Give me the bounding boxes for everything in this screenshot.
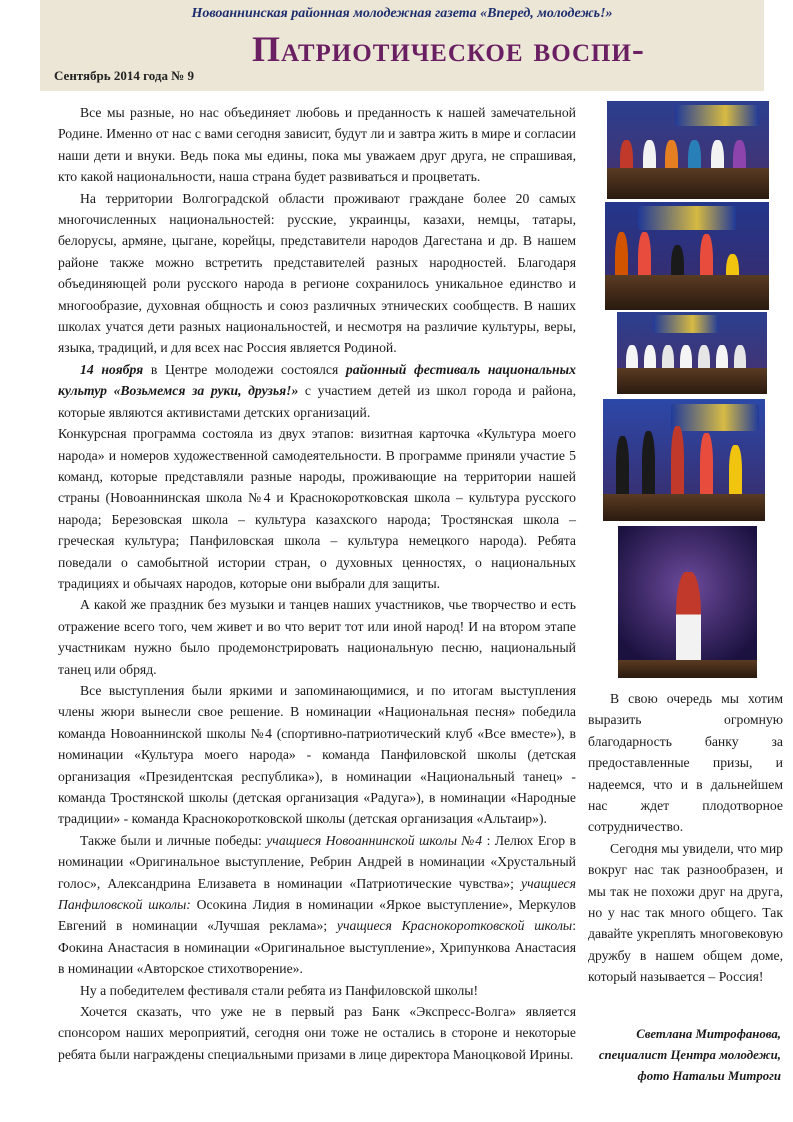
issue-date: Сентябрь 2014 года № 9 [54,68,195,83]
article-paragraph: Все выступления были яркими и запоминающимися, и по итогам выступления члены жюри вынесли свое решение. В номинации «Национальная песня» победила команда Новоаннинской школы №4 (спортивно-патриотический клуб «Все вместе»), в номинации «Культура моего народа» - команда Панфиловской школы (детская организация «Президентская республика»), в номинации «Национальный танец» - команда Тростянской школы (детская организация «Радуга»), в номинации «Народные традиции» - команда Краснокоротковской школы (детская организация «Альтаир»). [58,682,576,827]
festival-photo-1 [607,101,769,199]
article-text: Осокина Лидия в номинации «Яркое выступление», Меркулов Евгений в номинации «Лучшая реклама»; [58,897,576,934]
sidebar-paragraph: В свою очередь мы хотим выразить огромную благодарность банку за предоставленные призы, и надеемся, что и в дальнейшем нас ждет плодотворное сотрудничество. [588,691,783,835]
article-text: с участием детей из школ города и района, которые являются активистами детских организаций. [58,383,576,420]
article-text: : Фокина Анастасия в номинации «Оригинальное выступление», Хрипункова Анастасия в номинации «Авторское стихотворение». [58,918,576,977]
author-signature [599,1024,781,1087]
article-text: : Лелюх Егор в номинации «Оригинальное выступление, Ребрин Андрей в номинации «Хрустальный голос», Александрина Елизавета в номинации «Патриотические чувства»; [58,832,577,891]
article-paragraph: Конкурсная программа состояла из двух этапов: визитная карточка «Культура моего народа» и номеров художественной самодеятельности. В программе приняли участие 5 команд, которые представляли разные народы, проживающие на территории нашей страны (Новоаннинская школа №4 и Краснокоротковская школа – культура русского народа; Березовская школа – культура казахского народа; Тростянская школа – греческая культура; Панфиловская школа – культура немецкого народа). Ребята поведали о самобытной истории стран, о духовных ценностях, о национальных традициях и обычаях народов, которые они выбрали для защиты. [58,426,576,591]
article-body [58,102,576,1065]
sidebar-paragraph: Сегодня мы увидели, что мир вокруг нас так разнообразен, и мы так не похожи друг на друга, но у нас так много общего. Так давайте укреплять многовековую дружбу в нашем общем доме, который называется – Россия! [588,840,783,985]
school-name: учащиеся Новоаннинской школы №4 [266,832,483,848]
publication-name: Новоаннинская районная молодежная газета «Вперед, молодежь!» [191,6,613,21]
photo-credit: фото Натальи Митроги [637,1069,781,1083]
author-name: Светлана Митрофанова, [636,1027,781,1041]
page-headline: Патриотическое воспи- [252,29,645,69]
festival-photo-4 [603,399,765,521]
article-paragraph [58,359,576,423]
school-name: учащиеся Панфиловской школы: [58,875,576,913]
article-text: Также были и личные победы: [80,832,267,848]
festival-photo-3 [617,312,767,394]
event-date: 14 ноября [80,361,144,377]
sidebar-text [588,688,783,988]
article-paragraph: Все мы разные, но нас объединяет любовь и преданность к нашей замечательной Родине. Именно от нас с вами сегодня зависит, будут ли и завтра жить в мире и согласии наши дети и внуки. Ведь пока мы едины, пока мы уважаем друг друга, не спрашивая, кто какой национальности, наша страна будет развиваться и процветать. [58,105,576,185]
festival-photo-2 [605,202,769,310]
article-paragraph [58,830,576,980]
festival-photo-5 [618,526,757,678]
article-paragraph: А какой же праздник без музыки и танцев наших участников, чье творчество и есть отражение всего того, чем живет и во что верит тот или иной народ! И на втором этапе участникам нужно было продемонстрировать национальную песню, национальный танец или обряд. [58,597,576,677]
festival-name: районный фестиваль национальных культур «Возьмемся за руки, друзья!» [58,361,576,399]
masthead [40,0,764,91]
author-position: специалист Центра молодежи, [598,1048,781,1062]
article-paragraph: Хочется сказать, что уже не в первый раз Банк «Экспресс-Волга» является спонсором наших мероприятий, сегодня они тоже не остались в стороне и некоторые ребята были награждены специальными призами в лице директора Маноцковой Ирины. [58,1004,576,1062]
article-paragraph: На территории Волгоградской области проживают граждане более 20 самых многочисленных национальностей: русские, украинцы, казахи, немцы, татары, белорусы, армяне, цыгане, корейцы, представители народов Дагестана и др. В нашем районе также можно встретить представителей разных народностей. Благодаря объединяющей роли русского народа в регионе сохранилось уникальное единство и многообразие, духовная общность и союз различных этнических сообществ. В наших школах учатся дети разных национальностей, и несмотря на различие культуры, веры, языка, традиций, и для всех нас Россия является Родиной. [58,190,576,356]
school-name: учащиеся Краснокоротковской школы [336,918,573,934]
article-paragraph: Ну а победителем фестиваля стали ребята из Панфиловской школы! [80,982,479,998]
article-text: в Центре молодежи состоялся [143,361,346,377]
